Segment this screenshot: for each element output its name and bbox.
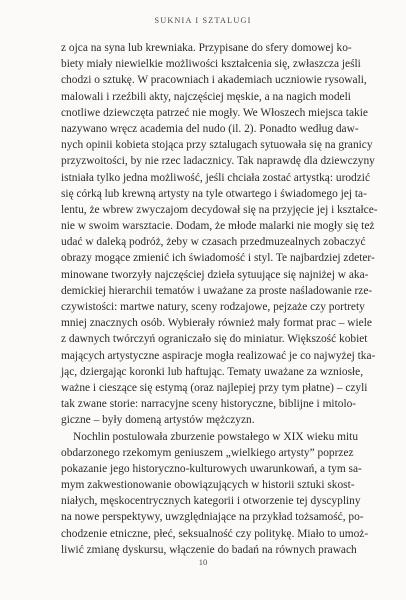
text-line: giczne – były domeną artystów mężczyzn. bbox=[61, 414, 255, 427]
text-line: mniej znacznych osób. Wybierały również mały format prac – wiele bbox=[61, 317, 372, 330]
text-line: chodzenie etniczne, płeć, seksualność czy politykę. Miało to umoż- bbox=[61, 527, 369, 540]
page-number: 10 bbox=[198, 557, 208, 567]
text-line: istniała tylko jedna możliwość, jeśli chciała zostać artystką: urodzić bbox=[61, 171, 371, 184]
text-line: demickiej hierarchii tematów i uważane za proste naśladowanie rze- bbox=[61, 284, 373, 297]
text-line: mających artystyczne aspiracje mogła realizować je co najwyżej tka- bbox=[61, 349, 376, 362]
text-line: przyzwoitości, by nie rzec ladacznicy. Tak naprawdę dla dziewczyny bbox=[61, 155, 375, 168]
text-line: z dawnych twórczyń ograniczało się do miniatur. Większość kobiet bbox=[61, 333, 368, 346]
body-text bbox=[61, 40, 378, 558]
text-line: się córką lub krewną artysty na tyle otwartego i świadomego jej ta- bbox=[61, 187, 367, 200]
text-line: jąc, dziergając koronki lub haftując. Tematy uważane za wzniosłe, bbox=[61, 365, 364, 378]
text-line: nazywano wręcz academia del nudo (il. 2). Ponadto według daw- bbox=[61, 122, 359, 135]
text-line: pokazanie jego historyczno-kulturowych uwarunkowań, a tym sa- bbox=[61, 462, 362, 475]
text-line: minowane tworzyły najczęściej dzieła sytuujące się najniżej w aka- bbox=[61, 268, 369, 281]
text-line: nych opinii kobieta stojąca przy sztalugach sytuowała się na granicy bbox=[61, 139, 373, 152]
text-line: obdarzonego rzekomym geniuszem „wielkiego artysty” poprzez bbox=[61, 446, 354, 459]
text-line: lentu, że wbrew zwyczajom decydował się na przyjęcie jej i kształce- bbox=[61, 203, 378, 216]
text-line: malowali i rzeźbili akty, najczęściej męskie, a na nagich modeli bbox=[61, 90, 351, 103]
text-line: nie w swoim warsztacie. Dodam, że młode malarki nie mogły się też bbox=[61, 220, 375, 233]
text-line: udać w daleką podróż, żeby w czasach przedmuzealnych zobaczyć bbox=[61, 236, 366, 249]
text-line: chodzi o sztukę. W pracowniach i akademiach uczniowie rysowali, bbox=[61, 74, 367, 87]
text-line: mym zakwestionowanie obowiązujących w historii sztuki skost- bbox=[61, 479, 355, 492]
text-line: niałych, męskocentrycznych kategorii i otworzenie tej dyscypliny bbox=[61, 495, 361, 508]
text-line: ważne i cieszące się estymą (oraz najlepiej przy tym płatne) – czyli bbox=[61, 381, 368, 394]
text-line: liwić zmianę dyskursu, włączenie do badań na równych prawach bbox=[61, 543, 357, 556]
paragraph bbox=[61, 429, 369, 559]
running-head: SUKNIA I SZTALUGI bbox=[154, 16, 252, 25]
text-line: na nowe perspektywy, uwzględniające na przykład tożsamość, po- bbox=[61, 511, 364, 524]
text-line: tak zwane storie: narracyjne sceny historyczne, biblijne i mitolo- bbox=[61, 398, 357, 411]
paragraph bbox=[61, 40, 378, 429]
text-line: czywistości: martwe natury, sceny rodzajowe, pejzaże czy portrety bbox=[61, 301, 365, 313]
text-line: biety miały niewielkie możliwości kształcenia się, zwłaszcza jeśli bbox=[61, 58, 361, 71]
text-line: obrazy mogące zmienić ich świadomość i styl. Te najbardziej zdeter- bbox=[61, 252, 375, 265]
text-line: z ojca na syna lub krewniaka. Przypisane do sfery domowej ko- bbox=[61, 42, 352, 54]
text-line: Nochlin postulowała zburzenie powstałego w XIX wieku mitu bbox=[73, 430, 359, 443]
text-line: cnotliwe dziewczęta patrzeć nie mogły. We Włoszech miejsca takie bbox=[61, 106, 368, 119]
